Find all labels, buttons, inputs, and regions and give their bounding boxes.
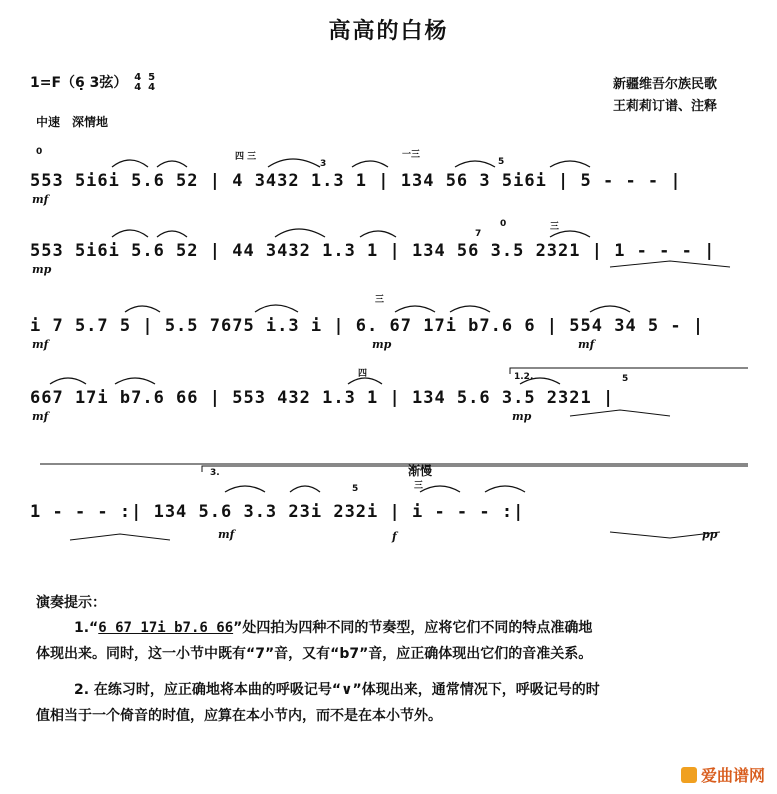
tempo-change: 渐慢 (408, 464, 433, 478)
notes-line-1: 553 5i6i 5.6 52 | 4 3432 1.3 1 | 134 56 3 5i6i | 5 - - - | (30, 171, 682, 191)
tempo-marking: 中速 深情地 (36, 115, 109, 129)
dynamic-mark: mf (32, 193, 49, 206)
staff-2 (30, 215, 750, 285)
credit-arranger: 王莉莉订谱、注释 (612, 99, 717, 114)
site-watermark: 爱曲谱网 (681, 763, 765, 786)
tip-1-line-1: 1.“6 67 17i b7.6 66”处四拍为四种不同的节奏型，应将它们不同的特点准确地 (74, 620, 593, 636)
fingering-mark: 三 (414, 481, 424, 491)
credits (613, 74, 717, 118)
tip-1-line-2: 体现出来。同时，这一小节中既有“7”音，又有“b7”音，应正确体现出它们的音准关系。 (36, 646, 593, 662)
notes-line-3: i 7 5.7 5 | 5.5 7675 i.3 i | 6. 67 17i b7.6 6 | 554 34 5 - | (30, 316, 705, 336)
tip-2 (36, 677, 736, 729)
dynamic-mark: mf (218, 528, 235, 541)
dynamic-mark: mp (512, 410, 532, 423)
key-signature (30, 72, 155, 93)
fingering-mark: 三 (375, 295, 385, 305)
tips-heading: 演奏提示： (36, 595, 106, 611)
dynamic-mark: pp (702, 528, 718, 541)
fingering-mark: 5 (352, 484, 359, 494)
volta-3: 3. (210, 468, 220, 478)
dynamic-mark: mf (32, 338, 49, 351)
credit-origin: 新疆维吾尔族民歌 (612, 77, 717, 92)
staff-1 (30, 145, 750, 215)
staff-4 (30, 362, 750, 432)
dynamic-mark: mf (578, 338, 595, 351)
fingering-mark: 7 (475, 229, 482, 239)
music-note-icon (681, 767, 697, 783)
fingering-mark: 5 (498, 157, 505, 167)
key-text: 1=F（6̣ 3弦） (30, 75, 128, 91)
dynamic-mark: mp (32, 263, 52, 276)
fingering-mark: 0 (36, 147, 43, 157)
fingering-mark: 三 (550, 222, 560, 232)
notes-line-4: 667 17i b7.6 66 | 553 432 1.3 1 | 134 5.6 3.5 2321 | (30, 388, 615, 408)
time-signature-2: 5 4 (148, 72, 156, 93)
notes-line-2: 553 5i6i 5.6 52 | 44 3432 1.3 1 | 134 56 3.5 2321 | 1 - - - | (30, 241, 716, 261)
tip-2-line-1: 2. 在练习时，应正确地将本曲的呼吸记号“∨”体现出来，通常情况下，呼吸记号的时 (74, 682, 600, 698)
score-title: 高高的白杨 (328, 19, 449, 44)
fingering-mark: 四 三 (235, 152, 257, 162)
fingering-mark: 0 (500, 219, 507, 229)
staff-5 (30, 462, 750, 543)
fingering-mark: 一三 (402, 150, 421, 160)
time-signature-1: 4 4 (134, 72, 142, 93)
fingering-mark: 3 (320, 159, 327, 169)
fingering-mark: 5 (622, 374, 629, 384)
tip-1 (36, 615, 736, 667)
tip-2-line-2: 值相当于一个倚音的时值，应算在本小节内，而不是在本小节外。 (36, 708, 442, 724)
tip-1-notes: 6 67 17i b7.6 66 (98, 620, 234, 636)
dynamic-mark: f (392, 530, 397, 543)
volta-1-2: 1.2. (514, 372, 534, 382)
fingering-mark: 四 (358, 369, 368, 379)
dynamic-mark: mp (372, 338, 392, 351)
staff-3 (30, 290, 750, 360)
notes-line-5: 1 - - - :| 134 5.6 3.3 23i 232i | i - - - :| (30, 502, 525, 522)
dynamic-mark: mf (32, 410, 49, 423)
